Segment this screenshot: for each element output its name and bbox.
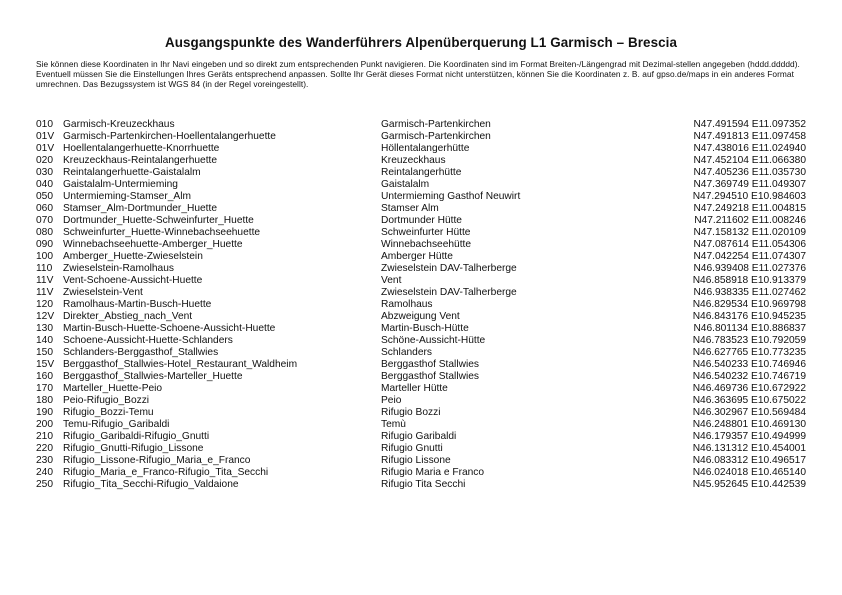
waypoint-place: Untermieming Gasthof Neuwirt: [381, 190, 521, 202]
waypoint-route: Hoellentalangerhuette-Knorrhuette: [63, 142, 220, 154]
waypoint-route: Peio-Rifugio_Bozzi: [63, 394, 150, 406]
waypoint-id: 120: [36, 298, 53, 310]
waypoint-route: Rifugio_Tita_Secchi-Rifugio_Valdaione: [63, 478, 239, 490]
waypoint-coordinates: N46.540233 E10.746946: [692, 358, 806, 370]
waypoint-coordinates: N46.858918 E10.913379: [692, 274, 806, 286]
waypoint-coordinates: N47.249218 E11.004815: [693, 202, 806, 214]
waypoint-row: [36, 287, 806, 299]
waypoint-place: Reintalangerhütte: [381, 166, 462, 178]
waypoint-row: [36, 191, 806, 203]
waypoint-coordinates: N46.248801 E10.469130: [692, 418, 806, 430]
waypoint-route: Gaistalalm-Untermieming: [63, 178, 178, 190]
waypoint-route: Garmisch-Partenkirchen-Hoellentalangerhuette: [63, 130, 276, 142]
waypoint-route: Berggasthof_Stallwies-Marteller_Huette: [63, 370, 243, 382]
waypoint-coordinates: N46.801134 E10.886837: [693, 322, 806, 334]
waypoint-route: Rifugio_Lissone-Rifugio_Maria_e_Franco: [63, 454, 251, 466]
waypoint-row: [36, 203, 806, 215]
waypoint-id: 090: [36, 238, 53, 250]
waypoint-place: Marteller Hütte: [381, 382, 448, 394]
waypoint-row: [36, 371, 806, 383]
waypoint-route: Ramolhaus-Martin-Busch-Huette: [63, 298, 212, 310]
waypoint-place: Abzweigung Vent: [381, 310, 460, 322]
waypoint-id: 01V: [36, 142, 55, 154]
waypoint-coordinates: N47.405236 E11.035730: [693, 166, 806, 178]
waypoint-id: 160: [36, 370, 53, 382]
intro-text: [36, 59, 811, 89]
waypoint-coordinates: N46.939408 E11.027376: [693, 262, 806, 274]
waypoint-coordinates: N47.158132 E11.020109: [693, 226, 806, 238]
waypoint-id: 010: [36, 118, 53, 130]
waypoint-route: Kreuzeckhaus-Reintalangerhuette: [63, 154, 218, 166]
waypoint-id: 200: [36, 418, 53, 430]
waypoint-place: Temù: [381, 418, 406, 430]
waypoint-id: 060: [36, 202, 53, 214]
waypoint-row: [36, 167, 806, 179]
waypoint-id: 220: [36, 442, 53, 454]
waypoint-row: [36, 359, 806, 371]
waypoint-row: [36, 383, 806, 395]
waypoint-place: Rifugio Gnutti: [381, 442, 443, 454]
waypoint-id: 210: [36, 430, 53, 442]
waypoint-row: [36, 119, 806, 131]
waypoint-row: [36, 431, 806, 443]
waypoint-id: 190: [36, 406, 53, 418]
waypoint-coordinates: N47.211602 E11.008246: [694, 214, 806, 226]
waypoint-row: [36, 155, 806, 167]
waypoint-id: 050: [36, 190, 53, 202]
waypoint-id: 070: [36, 214, 53, 226]
waypoint-route: Rifugio_Garibaldi-Rifugio_Gnutti: [63, 430, 210, 442]
waypoint-place: Zwieselstein DAV-Talherberge: [381, 286, 517, 298]
waypoint-coordinates: N47.491813 E11.097458: [693, 130, 806, 142]
waypoint-id: 11V: [36, 286, 54, 298]
waypoint-coordinates: N46.938335 E11.027462: [693, 286, 806, 298]
waypoint-id: 110: [36, 262, 53, 274]
waypoint-row: [36, 143, 806, 155]
waypoint-place: Vent: [381, 274, 402, 286]
waypoint-coordinates: N46.627765 E10.773235: [692, 346, 806, 358]
waypoint-route: Winnebachseehuette-Amberger_Huette: [63, 238, 243, 250]
waypoint-row: [36, 347, 806, 359]
waypoint-coordinates: N46.783523 E10.792059: [692, 334, 806, 346]
waypoint-place: Kreuzeckhaus: [381, 154, 446, 166]
waypoint-place: Rifugio Tita Secchi: [381, 478, 466, 490]
waypoint-id: 140: [36, 334, 53, 346]
waypoint-row: [36, 131, 806, 143]
waypoint-coordinates: N46.829534 E10.969798: [692, 298, 806, 310]
waypoint-route: Vent-Schoene-Aussicht-Huette: [63, 274, 203, 286]
waypoint-coordinates: N47.491594 E11.097352: [693, 118, 806, 130]
waypoint-row: [36, 467, 806, 479]
waypoint-coordinates: N46.024018 E10.465140: [692, 466, 806, 478]
waypoint-coordinates: N46.540232 E10.746719: [692, 370, 806, 382]
waypoint-place: Stamser Alm: [381, 202, 439, 214]
waypoint-route: Martin-Busch-Huette-Schoene-Aussicht-Huette: [63, 322, 276, 334]
waypoint-place: Garmisch-Partenkirchen: [381, 130, 491, 142]
waypoint-coordinates: N45.952645 E10.442539: [692, 478, 806, 490]
waypoint-place: Zwieselstein DAV-Talherberge: [381, 262, 517, 274]
waypoint-route: Zwieselstein-Ramolhaus: [63, 262, 174, 274]
waypoint-row: [36, 251, 806, 263]
waypoint-coordinates: N47.438016 E11.024940: [693, 142, 806, 154]
waypoint-coordinates: N46.131312 E10.454001: [692, 442, 806, 454]
waypoint-place: Peio: [381, 394, 402, 406]
waypoint-row: [36, 395, 806, 407]
waypoint-row: [36, 227, 806, 239]
waypoint-place: Ramolhaus: [381, 298, 433, 310]
waypoint-id: 080: [36, 226, 53, 238]
waypoint-place: Höllentalangerhütte: [381, 142, 470, 154]
waypoint-id: 15V: [36, 358, 55, 370]
waypoint-row: [36, 179, 806, 191]
waypoint-id: 12V: [36, 310, 55, 322]
intro-paragraph: Eventuell müssen Sie die Einstellungen Ihres Geräts entsprechend anpassen. Sollte Ihr Gerät dieses Format nicht unterstützen, können Sie die Koordinaten z. B. auf gpso.de/maps in ein anderes Format umrechnen. Das Bezugssystem ist WGS 84 (in der Regel voreingestellt).: [36, 69, 794, 90]
intro-paragraph: Sie können diese Koordinaten in Ihr Navi eingeben und so direkt zum entsprechenden Punkt navigieren. Die Koordinaten sind im Format Breiten-/Längengrad mit Dezimal-stellen angegeben (hddd.ddddd).: [36, 59, 800, 69]
waypoint-place: Rifugio Garibaldi: [381, 430, 457, 442]
waypoint-route: Zwieselstein-Vent: [63, 286, 143, 298]
waypoint-id: 180: [36, 394, 53, 406]
waypoint-id: 170: [36, 382, 53, 394]
waypoint-id: 250: [36, 478, 53, 490]
waypoint-coordinates: N46.843176 E10.945235: [692, 310, 806, 322]
waypoint-route: Direkter_Abstieg_nach_Vent: [63, 310, 193, 322]
waypoint-row: [36, 239, 806, 251]
waypoint-coordinates: N46.083312 E10.496517: [692, 454, 806, 466]
page-title: Ausgangspunkte des Wanderführers Alpenüberquerung L1 Garmisch – Brescia: [164, 35, 678, 50]
waypoint-row: [36, 443, 806, 455]
waypoint-place: Schlanders: [381, 346, 432, 358]
waypoint-row: [36, 335, 806, 347]
waypoint-route: Reintalangerhuette-Gaistalalm: [63, 166, 201, 178]
waypoint-route: Garmisch-Kreuzeckhaus: [63, 118, 175, 130]
waypoint-coordinates: N46.363695 E10.675022: [692, 394, 806, 406]
waypoint-coordinates: N47.087614 E11.054306: [693, 238, 806, 250]
waypoint-coordinates: N47.042254 E11.074307: [693, 250, 806, 262]
waypoint-id: 030: [36, 166, 53, 178]
waypoint-place: Schöne-Aussicht-Hütte: [381, 334, 486, 346]
waypoint-id: 240: [36, 466, 53, 478]
waypoint-route: Rifugio_Gnutti-Rifugio_Lissone: [63, 442, 204, 454]
waypoint-place: Martin-Busch-Hütte: [381, 322, 469, 334]
waypoint-place: Rifugio Bozzi: [381, 406, 441, 418]
waypoint-list: [36, 119, 806, 491]
waypoint-row: [36, 323, 806, 335]
waypoint-route: Temu-Rifugio_Garibaldi: [63, 418, 170, 430]
waypoint-place: Rifugio Lissone: [381, 454, 451, 466]
waypoint-route: Untermieming-Stamser_Alm: [63, 190, 191, 202]
waypoint-place: Schweinfurter Hütte: [381, 226, 471, 238]
waypoint-place: Dortmunder Hütte: [381, 214, 462, 226]
waypoint-id: 020: [36, 154, 53, 166]
waypoint-row: [36, 275, 806, 287]
waypoint-place: Garmisch-Partenkirchen: [381, 118, 491, 130]
waypoint-route: Schlanders-Berggasthof_Stallwies: [63, 346, 219, 358]
waypoint-row: [36, 263, 806, 275]
waypoint-coordinates: N47.369749 E11.049307: [693, 178, 806, 190]
waypoint-route: Stamser_Alm-Dortmunder_Huette: [63, 202, 218, 214]
waypoint-route: Berggasthof_Stallwies-Hotel_Restaurant_Waldheim: [63, 358, 298, 370]
waypoint-id: 040: [36, 178, 53, 190]
waypoint-id: 11V: [36, 274, 54, 286]
waypoint-coordinates: N46.179357 E10.494999: [692, 430, 806, 442]
waypoint-place: Berggasthof Stallwies: [381, 358, 479, 370]
waypoint-route: Dortmunder_Huette-Schweinfurter_Huette: [63, 214, 254, 226]
waypoint-place: Amberger Hütte: [381, 250, 453, 262]
waypoint-row: [36, 215, 806, 227]
waypoint-id: 130: [36, 322, 53, 334]
waypoint-route: Amberger_Huette-Zwieselstein: [63, 250, 203, 262]
waypoint-id: 100: [36, 250, 53, 262]
waypoint-coordinates: N47.294510 E10.984603: [692, 190, 806, 202]
waypoint-coordinates: N46.302967 E10.569484: [692, 406, 806, 418]
waypoint-row: [36, 407, 806, 419]
waypoint-route: Rifugio_Maria_e_Franco-Rifugio_Tita_Secchi: [63, 466, 269, 478]
waypoint-place: Winnebachseehütte: [381, 238, 472, 250]
waypoint-id: 01V: [36, 130, 55, 142]
waypoint-place: Gaistalalm: [381, 178, 430, 190]
waypoint-route: Marteller_Huette-Peio: [63, 382, 163, 394]
waypoint-coordinates: N46.469736 E10.672922: [692, 382, 806, 394]
waypoint-place: Rifugio Maria e Franco: [381, 466, 485, 478]
waypoint-row: [36, 311, 806, 323]
waypoint-row: [36, 455, 806, 467]
waypoint-route: Rifugio_Bozzi-Temu: [63, 406, 154, 418]
waypoint-id: 230: [36, 454, 53, 466]
waypoint-place: Berggasthof Stallwies: [381, 370, 479, 382]
waypoint-row: [36, 419, 806, 431]
waypoint-route: Schweinfurter_Huette-Winnebachseehuette: [63, 226, 261, 238]
waypoint-coordinates: N47.452104 E11.066380: [693, 154, 806, 166]
waypoint-id: 150: [36, 346, 53, 358]
waypoint-route: Schoene-Aussicht-Huette-Schlanders: [63, 334, 233, 346]
waypoint-row: [36, 299, 806, 311]
waypoint-row: [36, 479, 806, 491]
